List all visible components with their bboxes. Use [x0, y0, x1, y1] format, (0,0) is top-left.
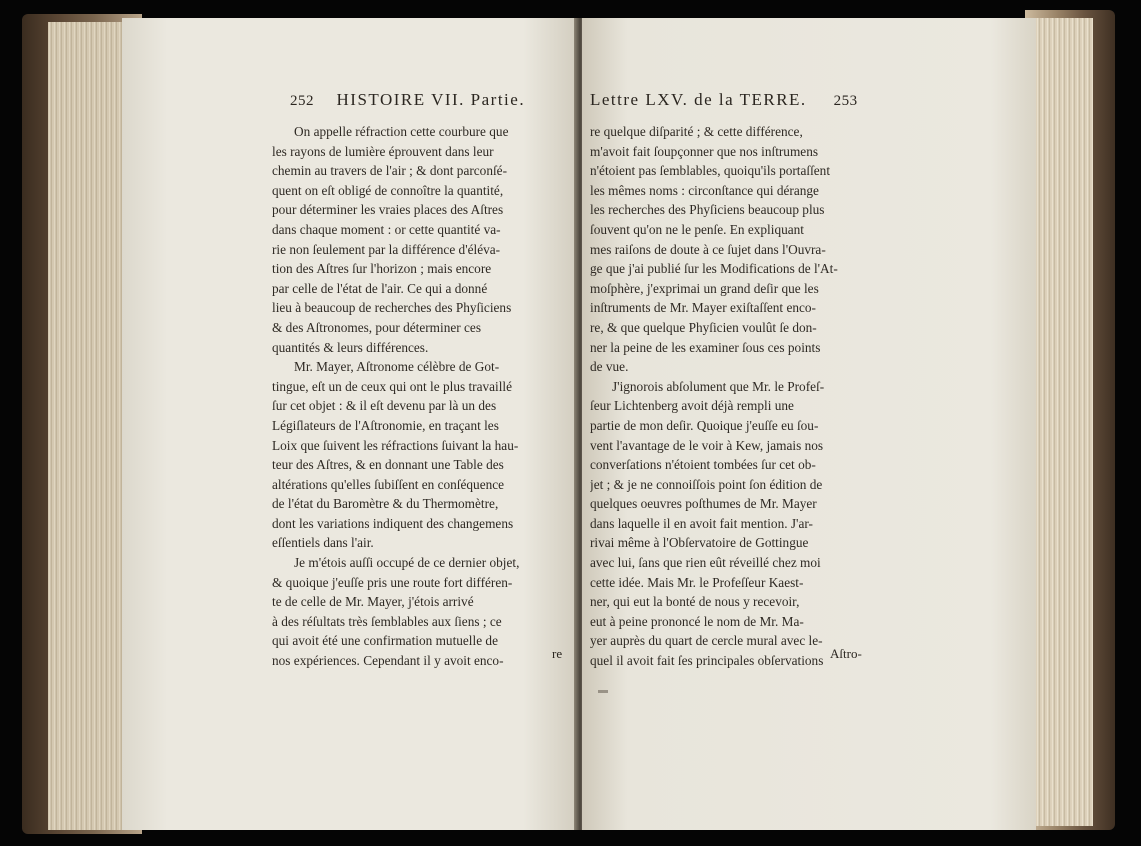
text-line: dans laquelle il en avoit fait mention. J'ar-: [590, 515, 813, 531]
left-body-text: [272, 122, 564, 671]
text-line: m'avoit fait ſoupçonner que nos inſtrumens: [590, 143, 819, 159]
text-line: qui avoit été une confirmation mutuelle de: [272, 633, 498, 649]
left-page: [122, 18, 578, 830]
text-line: rivai même à l'Obſervatoire de Gottingue: [590, 535, 809, 551]
text-line: quent on eſt obligé de connoître la quantité,: [272, 182, 504, 198]
text-line: J'ignorois abſolument que Mr. le Profeſ-: [612, 378, 825, 394]
right-page-number: 253: [833, 93, 858, 109]
text-line: n'étoient pas ſemblables, quoiqu'ils portaſſent: [590, 163, 831, 179]
left-running-head: [290, 90, 525, 110]
text-line: lieu à beaucoup de recherches des Phyſiciens: [272, 300, 512, 316]
text-line: quel il avoit fait ſes principales obſervations: [590, 653, 824, 669]
text-line: eſſentiels dans l'air.: [272, 535, 374, 551]
right-running-head: [590, 90, 858, 110]
right-body-text: [590, 122, 882, 671]
text-line: Légiſlateurs de l'Aſtronomie, en traçant les: [272, 417, 499, 433]
text-line: ſeur Lichtenberg avoit déjà rempli une: [590, 398, 794, 414]
text-line: jet ; & je ne connoiſſois point ſon édition de: [590, 476, 823, 492]
text-line: ſouvent qu'on ne le penſe. En expliquant: [590, 221, 804, 237]
page-edges-left: [48, 22, 128, 830]
text-line: eut à peine prononcé le nom de Mr. Ma-: [590, 613, 804, 629]
text-line: tingue, eſt un de ceux qui ont le plus travaillé: [272, 378, 513, 394]
text-line: cette idée. Mais Mr. le Profeſſeur Kaest-: [590, 574, 804, 590]
text-line: altérations qu'elles ſubiſſent en conſéquence: [272, 476, 505, 492]
text-line: dont les variations indiquent des changemens: [272, 515, 514, 531]
text-line: de l'état du Baromètre & du Thermomètre,: [272, 496, 499, 512]
left-catchword: re: [552, 646, 563, 661]
ink-speck: [598, 690, 608, 693]
text-line: mes raiſons de doute à ce ſujet dans l'Ouvra-: [590, 241, 826, 257]
text-line: Je m'étois auſſi occupé de ce dernier objet,: [294, 555, 520, 571]
text-line: vent l'avantage de le voir à Kew, jamais nos: [590, 437, 824, 453]
text-line: par celle de l'état de l'air. Ce qui a donné: [272, 280, 488, 296]
page-edges-right: [1031, 18, 1093, 826]
text-line: dans chaque moment : or cette quantité va-: [272, 221, 501, 237]
text-line: tion des Aſtres ſur l'horizon ; mais encore: [272, 261, 492, 277]
text-line: ſur cet objet : & il eſt devenu par là un des: [272, 398, 497, 414]
right-page: [582, 18, 1036, 830]
text-line: de vue.: [590, 359, 629, 375]
text-line: moſphère, j'exprimai un grand deſir que les: [590, 280, 819, 296]
text-line: teur des Aſtres, & en donnant une Table des: [272, 457, 504, 473]
text-line: re, & que quelque Phyſicien voulût ſe don-: [590, 319, 817, 335]
right-catchword: Aſtro-: [830, 646, 862, 661]
text-line: rie non ſeulement par la différence d'éléva-: [272, 241, 501, 257]
text-line: les mêmes noms : circonſtance qui dérange: [590, 182, 819, 198]
text-line: chemin au travers de l'air ; & dont parconſé-: [272, 163, 508, 179]
text-line: te de celle de Mr. Mayer, j'étois arrivé: [272, 594, 474, 610]
text-line: nos expériences. Cependant il y avoit enco-: [272, 653, 504, 669]
text-line: quantités & leurs différences.: [272, 339, 429, 355]
text-line: à des réſultats très ſemblables aux ſiens ; ce: [272, 613, 502, 629]
text-line: Loix que ſuivent les réfractions ſuivant la hau-: [272, 437, 519, 453]
text-line: & quoique j'euſſe pris une route fort différen-: [272, 574, 513, 590]
left-header-title: HISTOIRE VII. Partie.: [336, 90, 526, 109]
text-line: re quelque diſparité ; & cette différence,: [590, 124, 803, 139]
text-line: inſtruments de Mr. Mayer exiſtaſſent enco-: [590, 300, 816, 316]
left-page-number: 252: [290, 93, 314, 109]
text-line: Mr. Mayer, Aſtronome célèbre de Got-: [294, 359, 500, 375]
right-header-title: Lettre LXV. de la TERRE.: [590, 90, 807, 109]
text-line: ner, qui eut la bonté de nous y recevoir,: [590, 594, 800, 610]
text-line: ge que j'ai publié ſur les Modifications de l'At-: [590, 261, 838, 277]
text-line: & des Aſtronomes, pour déterminer ces: [272, 319, 482, 335]
text-line: converſations n'étoient tombées ſur cet ob-: [590, 457, 816, 473]
text-line: yer auprès du quart de cercle mural avec le-: [590, 633, 823, 649]
text-line: pour déterminer les vraies places des Aſtres: [272, 202, 504, 218]
text-line: On appelle réfraction cette courbure que: [294, 124, 509, 139]
text-line: ner la peine de les examiner ſous ces points: [590, 339, 821, 355]
text-line: les recherches des Phyſiciens beaucoup plus: [590, 202, 825, 218]
text-line: partie de mon deſir. Quoique j'euſſe eu ſou-: [590, 417, 819, 433]
text-line: quelques oeuvres poſthumes de Mr. Mayer: [590, 496, 817, 512]
text-line: avec lui, ſans que rien eût réveillé chez moi: [590, 555, 821, 571]
text-line: les rayons de lumière éprouvent dans leur: [272, 143, 494, 159]
